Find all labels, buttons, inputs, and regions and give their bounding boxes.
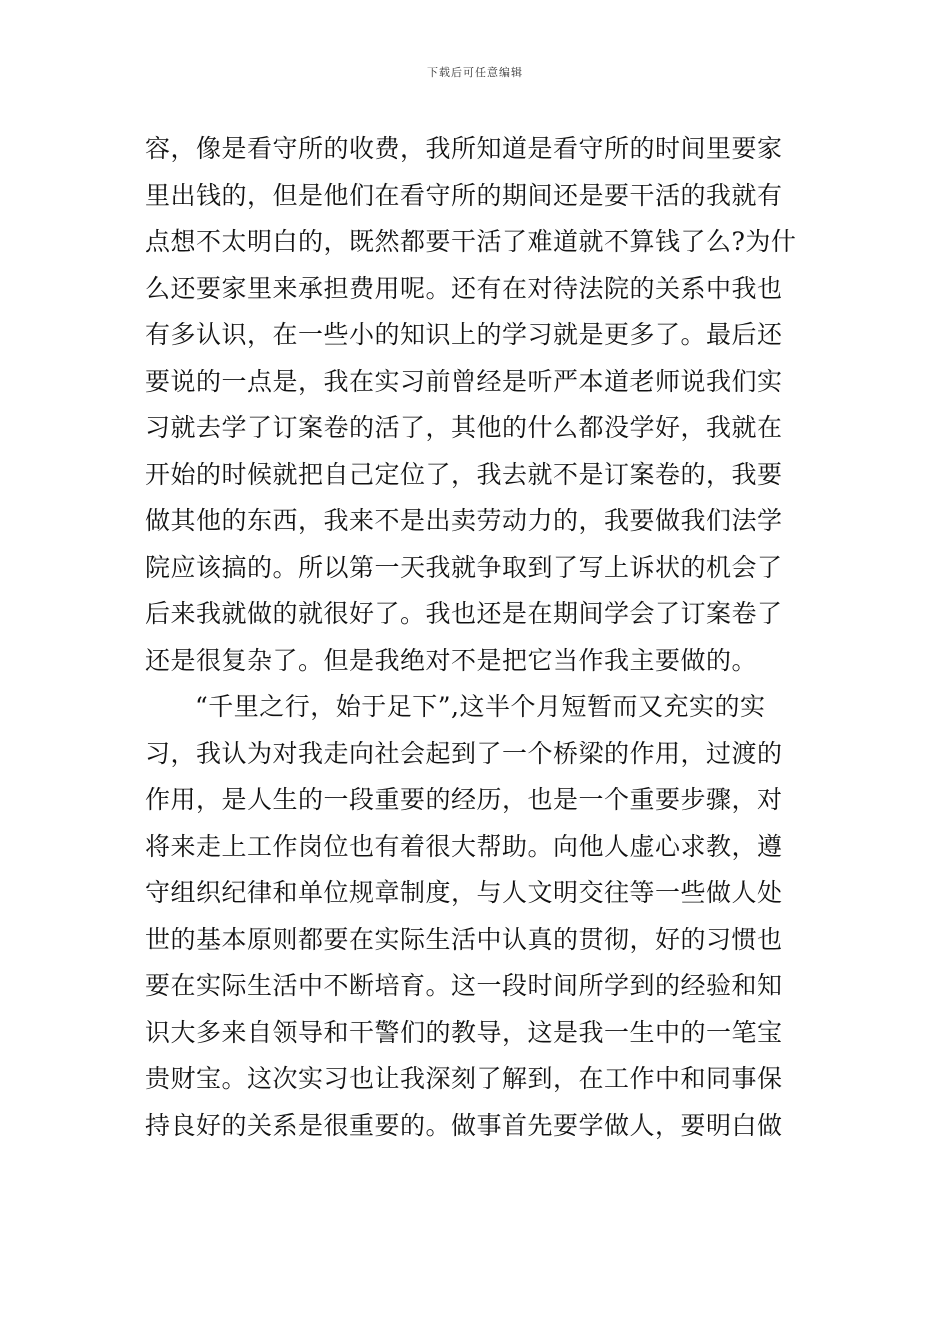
text-line: 院应该搞的。所以第一天我就争取到了写上诉状的机会了 [145, 552, 783, 582]
text-line: 习就去学了订案卷的活了，其他的什么都没学好，我就在 [145, 413, 783, 442]
text-line: 有多认识，在一些小的知识上的学习就是更多了。最后还 [145, 320, 783, 349]
page-header: 下载后可任意编辑 [427, 66, 523, 79]
text-line: 后来我就做的就很好了。我也还是在期间学会了订案卷了 [145, 599, 783, 628]
text-line: 做其他的东西，我来不是出卖劳动力的，我要做我们法学 [145, 506, 783, 535]
text-line: 识大多来自领导和干警们的教导，这是我一生中的一笔宝 [145, 1017, 783, 1047]
paragraph-first-line: “千里之行，始于足下”,这半个月短暂而又充实的实 [195, 692, 766, 721]
text-line: 习，我认为对我走向社会起到了一个桥梁的作用，过渡的 [145, 738, 783, 768]
text-line: 么还要家里来承担费用呢。还有在对待法院的关系中我也 [145, 273, 783, 303]
text-line: 开始的时候就把自己定位了，我去就不是订案卷的，我要 [145, 459, 783, 489]
text-line: 将来走上工作岗位也有着很大帮助。向他人虚心求教，遵 [145, 831, 783, 861]
text-line: 世的基本原则都要在实际生活中认真的贯彻，好的习惯也 [145, 924, 783, 954]
text-line: 要说的一点是，我在实习前曾经是听严本道老师说我们实 [145, 366, 783, 396]
text-line: 守组织纪律和单位规章制度，与人文明交往等一些做人处 [145, 878, 783, 907]
text-line: 贵财宝。这次实习也让我深刻了解到，在工作中和同事保 [145, 1064, 783, 1093]
document-body [145, 126, 805, 1149]
text-line: 点想不太明白的，既然都要干活了难道就不算钱了么?为什 [145, 227, 797, 256]
text-line: 持良好的关系是很重要的。做事首先要学做人，要明白做 [145, 1110, 783, 1140]
text-line: 里出钱的，但是他们在看守所的期间还是要干活的我就有 [145, 180, 783, 210]
text-line: 作用，是人生的一段重要的经历，也是一个重要步骤，对 [145, 785, 783, 814]
text-line: 还是很复杂了。但是我绝对不是把它当作我主要做的。 [145, 645, 758, 675]
text-line: 容，像是看守所的收费，我所知道是看守所的时间里要家 [145, 134, 783, 163]
text-line: 要在实际生活中不断培育。这一段时间所学到的经验和知 [145, 971, 783, 1000]
